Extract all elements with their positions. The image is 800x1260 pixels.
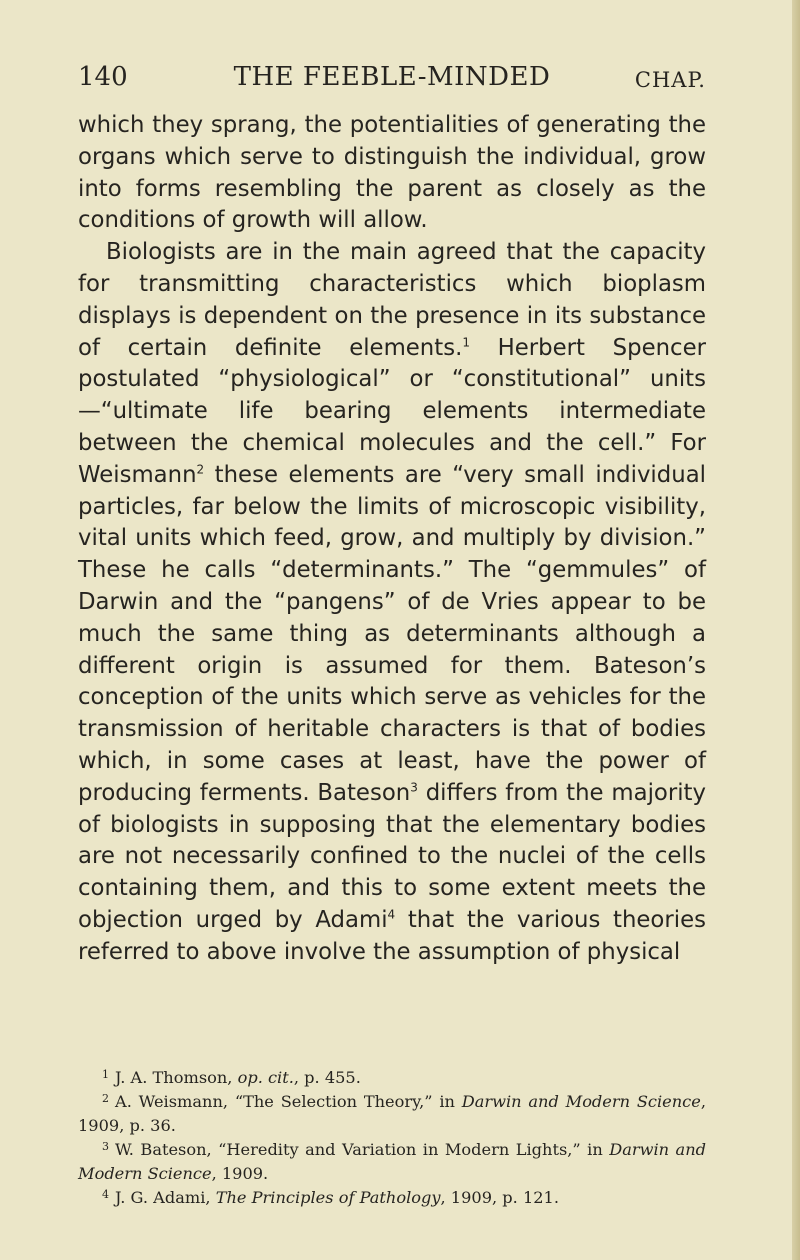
footnote-ref-4: 4 xyxy=(387,907,396,922)
footnote-ref-1: 1 xyxy=(462,334,470,349)
footnote xyxy=(78,1090,706,1138)
text-run: Herbert Spencer postulated “physiological” or “constitutional” units —“ultimate life bearing elements intermediate between the chemical molecules and the cell.” For Weismann xyxy=(78,334,706,488)
footnote xyxy=(78,1138,706,1186)
paragraph-biologists xyxy=(78,237,706,968)
footnote-text: , 1909, p. 36. xyxy=(78,1092,706,1135)
text-run: these elements are “very small individual particles, far below the limits of microscopic visibility, vital units which feed, grow, and multiply by division.” These he calls “determinants.” The “gemmules” of Darwin and the “pangens” of de Vries appear to be much the same thing as determinants although a different origin is assumed for them. Bateson’s conception of the units which serve as vehicles for the transmission of heritable characters is that of bodies which, in some cases at least, have the power of producing ferments. Bateson xyxy=(78,461,706,806)
footnote-text: A. Weismann, “The Selection Theory,” in xyxy=(115,1092,462,1111)
footnote-title: op. cit. xyxy=(237,1068,294,1087)
footnote-text: W. Bateson, “Heredity and Variation in Modern Lights,” in xyxy=(115,1140,610,1159)
text-run: Biologists are in the main agreed that the capacity for transmitting characteristics which bioplasm displays is dependent on the presence in its substance of certain definite elements. xyxy=(78,239,706,361)
footnote-mark: 1 xyxy=(102,1068,109,1081)
footnote-text: , p. 455. xyxy=(293,1068,361,1087)
footnote-text: , 1909, p. 121. xyxy=(440,1188,559,1207)
footnote-title: The Principles of Pathology xyxy=(215,1188,441,1207)
footnote xyxy=(78,1186,706,1210)
text-run: differs from the majority of biologists in supposing that the elementary bodies are not necessarily confined to the nuclei of the cells containing them, and this to some extent meets the objection urged by Adami xyxy=(78,779,706,933)
footnote xyxy=(78,1066,706,1090)
footnote-ref-2: 2 xyxy=(196,462,205,477)
footnote-title: Darwin and Modern Science xyxy=(78,1140,706,1183)
footnote-mark: 4 xyxy=(102,1188,109,1201)
paragraph-continuation: which they sprang, the potentialities of generating the organs which serve to distinguish the individual, grow into forms resembling the parent as closely as the conditions of growth will allow. xyxy=(78,112,706,234)
footnote-text: J. G. Adami, xyxy=(115,1188,216,1207)
page-edge xyxy=(792,0,800,1260)
page-number: 140 xyxy=(78,62,128,92)
text-run: that the various theories referred to above involve the assumption of physical xyxy=(78,906,706,965)
chapter-abbr: CHAP. xyxy=(634,68,706,92)
footnotes xyxy=(78,1066,706,1210)
running-title: THE FEEBLE-MINDED xyxy=(233,62,551,92)
footnote-title: Darwin and Modern Science xyxy=(461,1092,701,1111)
footnote-mark: 2 xyxy=(102,1092,109,1105)
footnote-text: , 1909. xyxy=(211,1164,269,1183)
footnote-ref-3: 3 xyxy=(410,780,418,795)
footnote-mark: 3 xyxy=(102,1140,109,1153)
footnote-text: J. A. Thomson, xyxy=(115,1068,238,1087)
body-text xyxy=(78,110,706,969)
